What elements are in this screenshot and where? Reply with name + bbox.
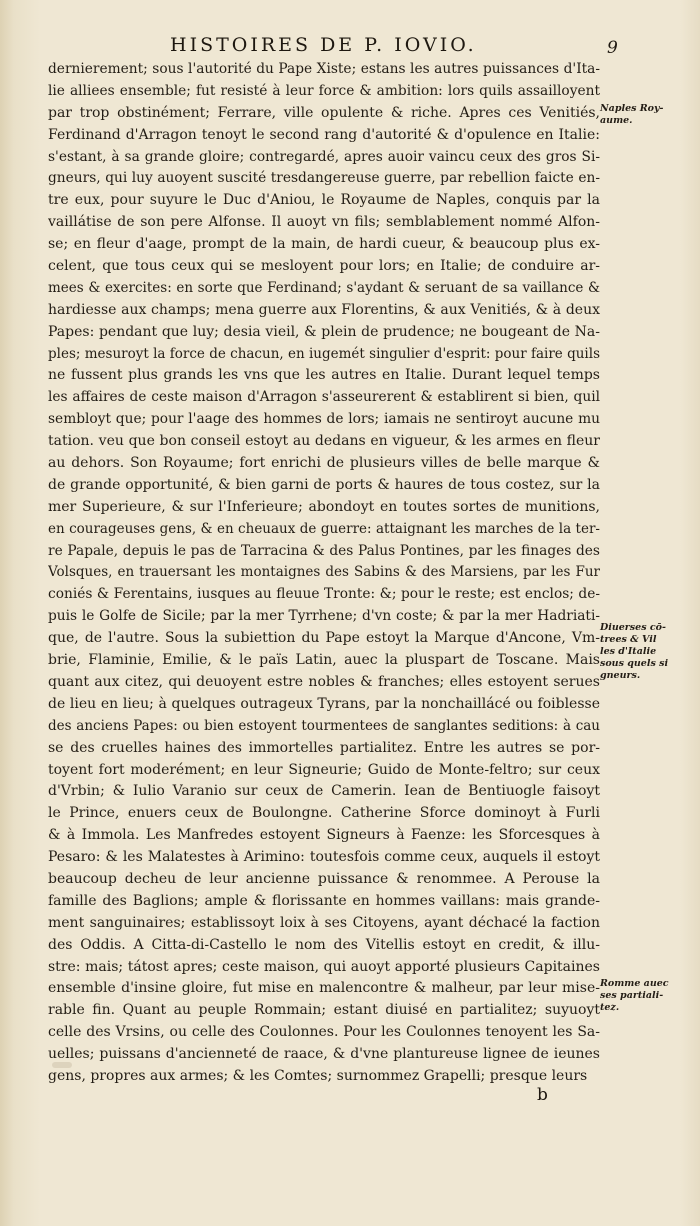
text-line: de grande opportunité, & bien garni de ports & haures de tous costez, sur la (48, 476, 600, 493)
marginal-note-line: tez. (600, 1002, 620, 1013)
text-line: famille des Baglions; ample & florissante en hommes vaillans: mais grande- (48, 892, 600, 909)
text-line: celle des Vrsins, ou celle des Coulonnes. Pour les Coulonnes tenoyent les Sa- (48, 1024, 600, 1041)
marginal-note-line: trees & Vil (600, 634, 657, 645)
marginal-note-line: aume. (600, 115, 633, 126)
text-line: des Oddis. A Citta-di-Castello le nom des Vitellis estoyt en credit, & illu- (48, 936, 600, 953)
text-line: Volsques, en trauersant les montaignes des Sabins & des Marsiens, par les Fur (48, 564, 600, 581)
text-line: hardiesse aux champs; mena guerre aux Florentins, & aux Venitiés, & à deux (48, 301, 600, 318)
page-number: 9 (607, 38, 618, 58)
text-line: sembloyt que; pour l'aage des hommes de lors; iamais ne sentiroyt aucune mu (48, 411, 600, 428)
marginal-note-line: les d'Italie (600, 646, 657, 657)
text-line: Papes: pendant que luy; desia vieil, & plein de prudence; ne bougeant de Na- (48, 323, 600, 340)
text-line: mer Superieure, & sur l'Inferieure; abondoyt en toutes sortes de munitions, (48, 498, 600, 515)
text-line: mees & exercites: en sorte que Ferdinand; s'aydant & seruant de sa vaillance & (48, 279, 600, 296)
text-line: des anciens Papes: ou bien estoyent tourmentees de sanglantes seditions: à cau (48, 717, 600, 734)
text-line: le Prince, enuers ceux de Boulongne. Catherine Sforce dominoyt à Furli (48, 805, 600, 822)
text-line: de lieu en lieu; à quelques outrageux Tyrans, par la nonchaillácé ou foiblesse (48, 695, 600, 712)
running-head: HISTOIRES DE P. IOVIO. (170, 34, 477, 56)
ink-smudge (52, 1062, 72, 1068)
text-line: uelles; puissans d'ancienneté de raace, & d'vne plantureuse lignee de ieunes (48, 1046, 600, 1063)
text-line: vaillátise de son pere Alfonse. Il auoyt vn fils; semblablement nommé Alfon- (48, 214, 600, 231)
text-line: que, de l'autre. Sous la subiettion du Pape estoyt la Marque d'Ancone, Vm- (48, 630, 600, 647)
marginal-note-line: sous quels si (600, 658, 669, 669)
text-line: en courageuses gens, & en cheuaux de guerre: attaignant les marches de la ter- (48, 520, 600, 537)
text-line: Pesaro: & les Malatestes à Arimino: toutesfois comme ceux, auquels il estoyt (48, 849, 600, 866)
text-line: stre: mais; tátost apres; ceste maison, qui auoyt apporté plusieurs Capitaines (48, 958, 600, 975)
marginal-note-romme (600, 978, 694, 1014)
text-line: se; en fleur d'aage, prompt de la main, de hardi cueur, & beaucoup plus ex- (48, 236, 600, 253)
marginal-note-line: Romme auec (600, 978, 669, 989)
marginal-note-line: Diuerses cō- (600, 622, 666, 633)
text-line: gens, propres aux armes; & les Comtes; surnommez Grapelli; presque leurs (48, 1067, 588, 1084)
text-line: les affaires de ceste maison d'Arragon s'asseurerent & establirent si bien, quil (48, 389, 600, 406)
text-line: puis le Golfe de Sicile; par la mer Tyrrhene; d'vn coste; & par la mer Hadriati- (48, 608, 600, 625)
text-line: au dehors. Son Royaume; fort enrichi de plusieurs villes de belle marque & (48, 455, 600, 472)
text-line: par trop obstinément; Ferrare, ville opulente & riche. Apres ces Venitiés, (48, 104, 600, 121)
text-line: beaucoup decheu de leur ancienne puissance & renommee. A Perouse la (48, 870, 600, 887)
body-text (48, 59, 600, 1088)
text-line: Ferdinand d'Arragon tenoyt le second rang d'autorité & d'opulence en Italie: (48, 126, 600, 143)
text-line: ne fussent plus grands les vns que les autres en Italie. Durant lequel temps (48, 367, 600, 384)
text-line: tre eux, pour suyure le Duc d'Aniou, le Royaume de Naples, conquis par la (48, 192, 600, 209)
marginal-note-line: ses partiali- (600, 990, 664, 1001)
marginal-note-italie (600, 622, 694, 682)
text-line: ensemble d'insine gloire, fut mise en malencontre & malheur, par leur mise- (48, 980, 600, 997)
marginal-note-naples (600, 103, 694, 127)
marginal-note-line: Naples Roy- (600, 103, 664, 114)
text-line: rable fin. Quant au peuple Rommain; estant diuisé en partialitez; suyuoyt (48, 1002, 600, 1019)
text-line: celent, que tous ceux qui se mesloyent pour lors; en Italie; de conduire ar- (48, 258, 600, 275)
text-line: brie, Flaminie, Emilie, & le païs Latin, auec la pluspart de Toscane. Mais (48, 652, 600, 669)
text-line: coniés & Ferentains, iusques au fleuue Tronte: &; pour le reste; est enclos; de- (48, 586, 600, 603)
text-line: ples; mesuroyt la force de chacun, en iugemét singulier d'esprit: pour faire quils (48, 345, 600, 362)
text-line: quant aux citez, qui deuoyent estre nobles & franches; elles estoyent serues (48, 673, 600, 690)
marginal-note-line: gneurs. (600, 670, 641, 681)
text-line: se des cruelles haines des immortelles partialitez. Entre les autres se por- (48, 739, 600, 756)
signature-mark: b (537, 1085, 548, 1105)
text-line: gneurs, qui luy auoyent suscité tresdangereuse guerre, par rebellion faicte en- (48, 170, 600, 187)
text-line: dernierement; sous l'autorité du Pape Xiste; estans les autres puissances d'Ita- (48, 61, 600, 77)
text-line: ment sanguinaires; establissoyt loix à ses Citoyens, ayant déchacé la faction (48, 914, 600, 931)
text-line: d'Vrbin; & Iulio Varanio sur ceux de Camerin. Iean de Bentiuogle faisoyt (48, 783, 600, 800)
text-line: & à Immola. Les Manfredes estoyent Signeurs à Faenze: les Sforcesques à (48, 827, 600, 844)
text-line: re Papale, depuis le pas de Tarracina & des Palus Pontines, par les finages des (48, 542, 600, 559)
text-line: lie alliees ensemble; fut resisté à leur force & ambition: lors quils assailloyent (48, 82, 600, 99)
text-line: tation. veu que bon conseil estoyt au dedans en vigueur, & les armes en fleur (48, 433, 600, 450)
text-line: s'estant, à sa grande gloire; contregardé, apres auoir vaincu ceux des gros Si- (48, 148, 600, 165)
text-line: toyent fort moderément; en leur Signeurie; Guido de Monte-feltro; sur ceux (48, 761, 600, 778)
